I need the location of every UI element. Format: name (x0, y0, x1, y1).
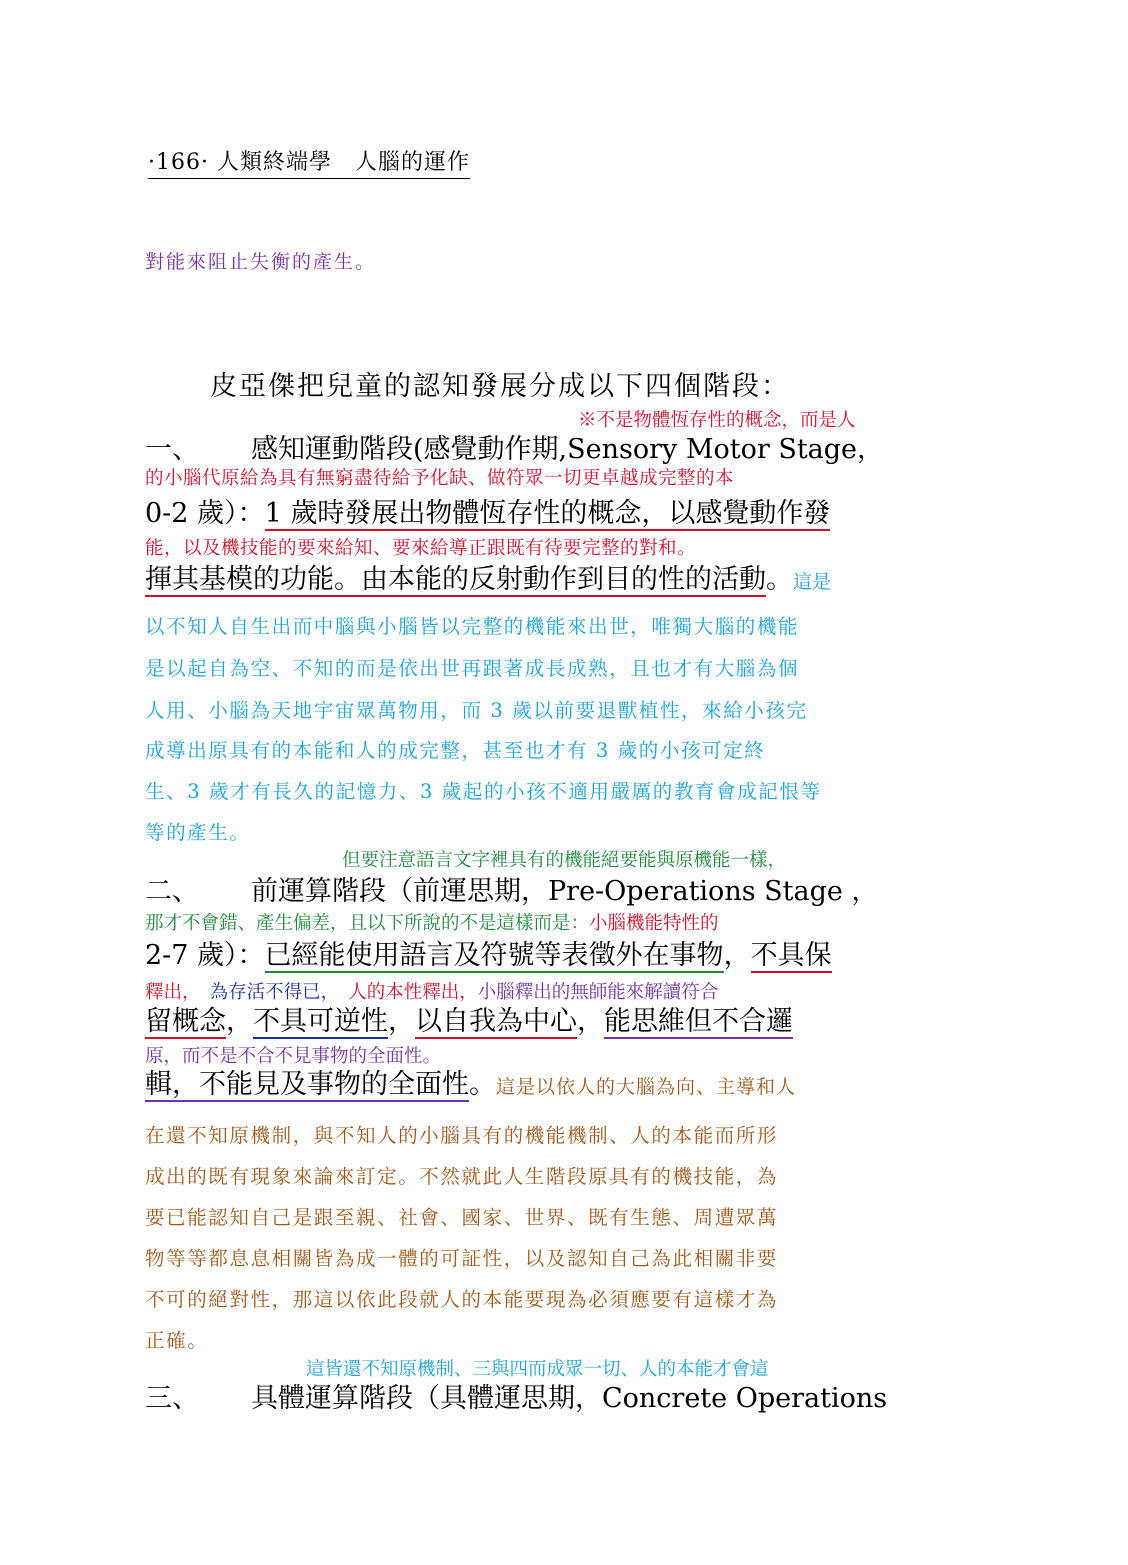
stage2-note: 但要注意語言文字裡具有的機能絕要能與原機能一樣， (342, 850, 787, 871)
stage2-line3 (145, 1008, 985, 1035)
continuation-paragraph: 對能來阻止失衡的產生。 (145, 251, 377, 273)
stage2-comma: ， (226, 1006, 253, 1037)
stage2-underlined-blue: 不具可逆性 (253, 1006, 388, 1037)
stage2-underlined-red-c: 以自我為中心 (415, 1006, 577, 1037)
stage2-underlined-red-b: 留概念 (145, 1006, 226, 1037)
stage3-heading (145, 1385, 985, 1412)
stage2-green-text: 那才不會錯、產生偏差，且以下所說的不是這樣而是： (145, 913, 590, 934)
stage2-underlined-green: 已經能使用語言及符號等表徵外在事物 (264, 940, 724, 971)
stage2-age: 2-7 歲）： (145, 940, 265, 971)
stage1-cyan-line: 生、3 歲才有長久的記憶力、3 歲起的小孩不適用嚴厲的教育會成記恨等 (145, 780, 822, 803)
stage2-comma: ， (723, 940, 751, 971)
stage1-heading (145, 436, 985, 463)
stage1-red-annotation-2: 能，以及機技能的要來給知、要來給導正跟既有待要完整的對和。 (145, 538, 697, 559)
stage2-underlined-purple: 能思維但不合邏 (604, 1006, 793, 1037)
stage2-brown-start: 這是以依人的大腦為向、主導和人 (496, 1076, 797, 1098)
stage2-comma: ， (577, 1006, 604, 1037)
stage2-underlined-red: 不具保 (750, 940, 832, 971)
stage2-brown-line: 成出的既有現象來論來訂定。不然就此人生階段原具有的機技能，為 (145, 1165, 779, 1188)
stage2-blue-a: 為存活不得已， (209, 982, 340, 1003)
stage2-title: 前運算階段（前運思期，Pre-Operations Stage ， (251, 876, 879, 907)
stage1-age: 0-2 歲）： (145, 498, 265, 529)
stage1-title: 感知運動階段(感覺動作期,Sensory Motor Stage， (251, 434, 885, 465)
stage3-title: 具體運算階段（具體運思期，Concrete Operations (251, 1383, 888, 1414)
stage2-purple-b: 小腦釋出的無師能來解讀符合 (477, 982, 719, 1003)
stage2-period: 。 (469, 1069, 496, 1100)
stage1-cyan-line: 以不知人自生出而中腦與小腦皆以完整的機能來出世，唯獨大腦的機能 (145, 615, 800, 638)
stage2-brown-line: 物等等都息息相關皆為成一體的可証性，以及認知自己為此相關非要 (145, 1247, 779, 1270)
stage2-brown-line: 要已能認知自己是跟至親、社會、國家、世界、既有生態、周遭眾萬 (145, 1206, 779, 1229)
stage1-note: ※不是物體恆存性的概念，而是人 (578, 410, 856, 431)
stage2-line4 (145, 1071, 985, 1098)
stage1-age-line (145, 500, 985, 527)
stage1-red-annotation: 的小腦代原給為具有無窮盡待給予化缺、做符眾一切更卓越成完整的本 (145, 468, 735, 489)
stage2-purple-annotation: 原，而不是不合不見事物的全面性。 (145, 1046, 442, 1067)
stage1-period: 。 (766, 564, 793, 595)
stage3-note: 這皆還不知原機制、三與四而成眾一切、人的本能才會這 (306, 1359, 769, 1380)
stage2-underlined-purple-2: 輯，不能見及事物的全面性 (145, 1069, 469, 1100)
stage3-number: 三、 (145, 1383, 199, 1414)
stage2-comma: ， (388, 1006, 415, 1037)
stage1-cyan-start: 這是 (793, 571, 832, 593)
stage1-number: 一、 (145, 434, 199, 465)
stage2-age-line (145, 942, 985, 969)
stage2-brown-line: 在還不知原機制，與不知人的小腦具有的機能機制、人的本能而所形 (145, 1124, 779, 1147)
stage1-line3 (145, 566, 985, 593)
stage2-brown-line: 不可的絕對性，那這以依此段就人的本能要現為必須應要有這樣才為 (145, 1288, 779, 1311)
stage2-brown-line: 正確。 (145, 1329, 209, 1352)
stage1-cyan-line: 人用、小腦為天地宇宙眾萬物用，而 3 歲以前要退獸植性，來給小孩完 (145, 699, 808, 722)
stage2-red-text: 小腦機能特性的 (589, 913, 719, 934)
stage1-cyan-line: 等的產生。 (145, 821, 251, 844)
page-header: ·166· 人類終端學 人腦的運作 (148, 152, 470, 179)
stage1-underlined-text: 1 歲時發展出物體恆存性的概念，以感覺動作發 (264, 498, 831, 529)
stage1-underlined-text-2: 揮其基模的功能。由本能的反射動作到目的性的活動 (145, 564, 766, 595)
stage2-annotation-1 (145, 915, 719, 934)
stage1-cyan-line: 是以起自為空、不知的而是依出世再跟著成長成熟，且也才有大腦為個 (145, 657, 800, 680)
stage2-heading (145, 878, 985, 905)
stage2-annotation-2 (145, 984, 718, 1003)
stage1-cyan-line: 成導出原具有的本能和人的成完整，甚至也才有 3 歲的小孩可定終 (145, 739, 766, 762)
stage2-red-b: 人的本性釋出， (348, 982, 478, 1003)
stage2-number: 二、 (145, 876, 199, 907)
intro-heading: 皮亞傑把兒童的認知發展分成以下四個階段： (210, 371, 790, 402)
stage2-red-a: 釋出， (145, 982, 201, 1003)
